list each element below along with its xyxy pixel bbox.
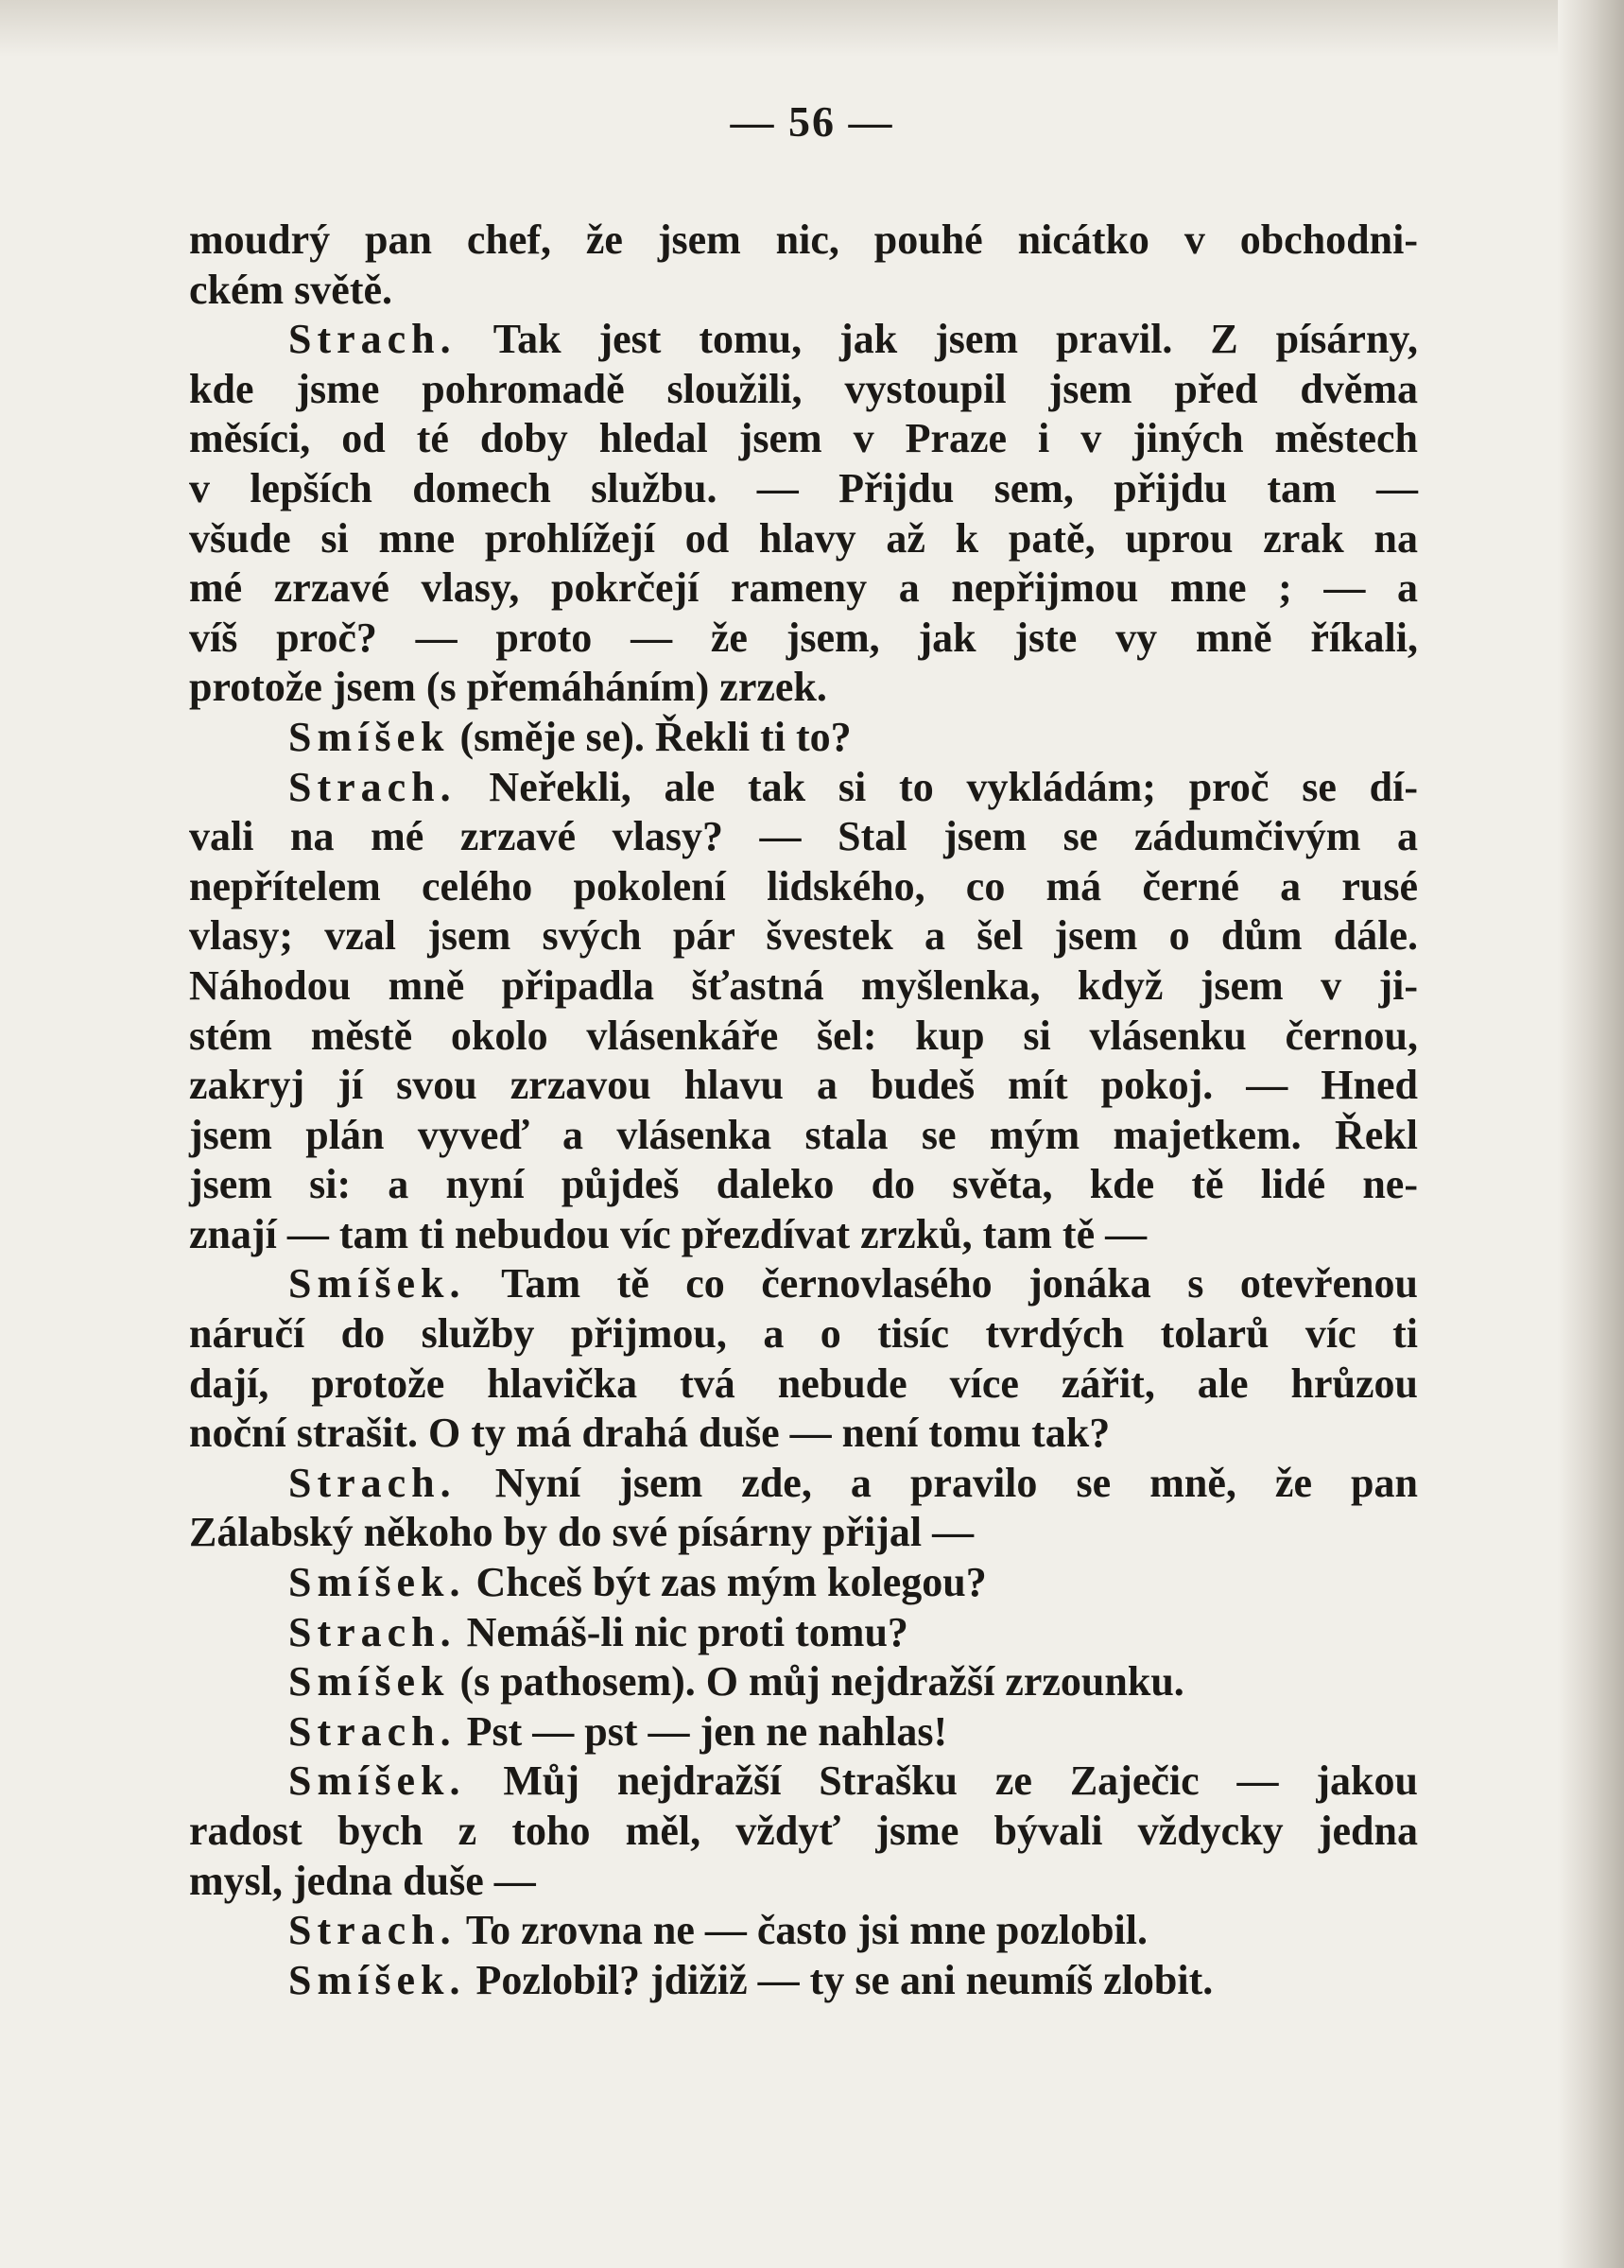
line-text: náručí do služby přijmou, a o tisíc tvrdých tolarů víc ti (189, 1310, 1418, 1358)
line-text: Zálabský někoho by do své písárny přijal — (189, 1509, 975, 1556)
line-text: nepřítelem celého pokolení lidského, co má černé a rusé (189, 862, 1418, 909)
line-text: Nemáš-li nic proti tomu? (456, 1608, 908, 1655)
line-text: víš proč? — proto — že jsem, jak jste vy mně říkali, (189, 614, 1418, 661)
text-line (189, 1508, 1418, 1558)
line-text: Náhodou mně připadla šťastná myšlenka, když jsem v ji- (189, 961, 1418, 1009)
text-line (189, 663, 1418, 713)
line-text: jsem plán vyveď a vlásenka stala se mým majetkem. Řekl (189, 1111, 1418, 1158)
line-text: ckém světě. (189, 266, 393, 313)
scan-edge-right (1558, 0, 1624, 2268)
page-number: — 56 — (730, 97, 894, 146)
line-text: vlasy; vzal jsem svých pár švestek a šel jsem o dům dále. (189, 912, 1418, 960)
line-text: všude si mne prohlížejí od hlavy až k patě, uprou zrak na (189, 514, 1418, 562)
line-text: kde jsme pohromadě sloužili, vystoupil jsem před dvěma (189, 365, 1418, 412)
text-line (189, 1657, 1418, 1707)
text-line (189, 464, 1418, 514)
line-text: měsíci, od té doby hledal jsem v Praze i v jiných městech (189, 415, 1418, 462)
text-line (189, 1459, 1418, 1509)
speaker-name: Smíšek. (288, 1260, 466, 1307)
text-line (189, 1757, 1418, 1807)
line-text: Chceš být zas mým kolegou? (465, 1559, 987, 1606)
speaker-name: Smíšek (288, 713, 450, 760)
line-text: Pozlobil? jdižiž — ty se ani neumíš zlobit. (465, 1956, 1214, 2003)
text-line (189, 614, 1418, 664)
text-line (189, 911, 1418, 961)
speaker-name: Strach. (288, 1907, 457, 1954)
text-line (189, 1608, 1418, 1658)
line-text: vali na mé zrzavé vlasy? — Stal jsem se zádumčivým a (189, 813, 1418, 860)
speaker-name: Strach. (288, 1707, 457, 1755)
speaker-name: Smíšek. (288, 1559, 466, 1606)
speaker-name: Strach. (288, 316, 457, 363)
text-line (189, 1807, 1418, 1857)
text-line (189, 713, 1418, 763)
text-line (189, 1409, 1418, 1459)
line-text: Pst — pst — jen ne nahlas! (456, 1707, 948, 1755)
line-text: moudrý pan chef, že jsem nic, pouhé nicátko v obchodni- (189, 216, 1418, 263)
text-line (189, 1558, 1418, 1608)
line-text: zakryj jí svou zrzavou hlavu a budeš mít pokoj. — Hned (189, 1062, 1418, 1109)
line-text: (s pathosem). O můj nejdražší zrzounku. (449, 1658, 1184, 1705)
line-text: jsem si: a nyní půjdeš daleko do světa, kde tě lidé ne- (189, 1161, 1418, 1208)
line-text: v lepších domech službu. — Přijdu sem, přijdu tam — (189, 464, 1418, 511)
speaker-name: Strach. (288, 1608, 457, 1655)
speaker-name: Strach. (288, 763, 457, 810)
text-line (189, 1061, 1418, 1111)
text-line (189, 514, 1418, 564)
line-text: Můj nejdražší Strašku ze Zaječic — jakou (465, 1757, 1418, 1805)
text-line (189, 365, 1418, 415)
line-text: Nyní jsem zde, a pravilo se mně, že pan (456, 1459, 1418, 1506)
text-line (189, 1906, 1418, 1956)
text-line (189, 1259, 1418, 1309)
text-line (189, 1359, 1418, 1410)
speaker-name: Smíšek. (288, 1956, 466, 2003)
text-line (189, 414, 1418, 464)
line-text: Tak jest tomu, jak jsem pravil. Z písárny, (456, 316, 1418, 363)
text-line (189, 1956, 1418, 2006)
line-text: dají, protože hlavička tvá nebude více zářit, ale hrůzou (189, 1359, 1418, 1407)
text-line (189, 1210, 1418, 1260)
line-text: To zrovna ne — často jsi mne pozlobil. (456, 1907, 1149, 1954)
line-text: stém městě okolo vlásenkáře šel: kup si vlásenku černou, (189, 1012, 1418, 1059)
text-line (189, 1857, 1418, 1907)
line-text: (směje se). Řekli ti to? (449, 713, 852, 760)
text-line (189, 961, 1418, 1012)
scan-shadow-top (0, 0, 1624, 57)
line-text: mé zrzavé vlasy, pokrčejí rameny a nepřijmou mne ; — a (189, 564, 1418, 612)
text-line (189, 763, 1418, 813)
text-line (189, 266, 1418, 316)
line-text: znají — tam ti nebudou víc přezdívat zrzků, tam tě — (189, 1210, 1148, 1257)
text-line (189, 563, 1418, 614)
line-text: Neřekli, ale tak si to vykládám; proč se dí- (456, 763, 1418, 810)
speaker-name: Smíšek. (288, 1757, 466, 1805)
line-text: noční strašit. O ty má drahá duše — není tomu tak? (189, 1410, 1111, 1457)
text-line (189, 812, 1418, 862)
text-line (189, 862, 1418, 912)
text-line (189, 216, 1418, 266)
line-text: radost bych z toho měl, vždyť jsme bývali vždycky jedna (189, 1808, 1418, 1854)
text-line (189, 315, 1418, 365)
line-text: protože jsem (s přemáháním) zrzek. (189, 664, 827, 711)
text-line (189, 1309, 1418, 1359)
line-text: mysl, jedna duše — (189, 1857, 536, 1904)
speaker-name: Strach. (288, 1459, 457, 1506)
text-line (189, 1111, 1418, 1161)
body-text (189, 216, 1418, 2005)
speaker-name: Smíšek (288, 1658, 450, 1705)
line-text: Tam tě co černovlasého jonáka s otevřenou (465, 1260, 1418, 1307)
text-line (189, 1160, 1418, 1210)
text-line (189, 1012, 1418, 1062)
text-line (189, 1707, 1418, 1757)
